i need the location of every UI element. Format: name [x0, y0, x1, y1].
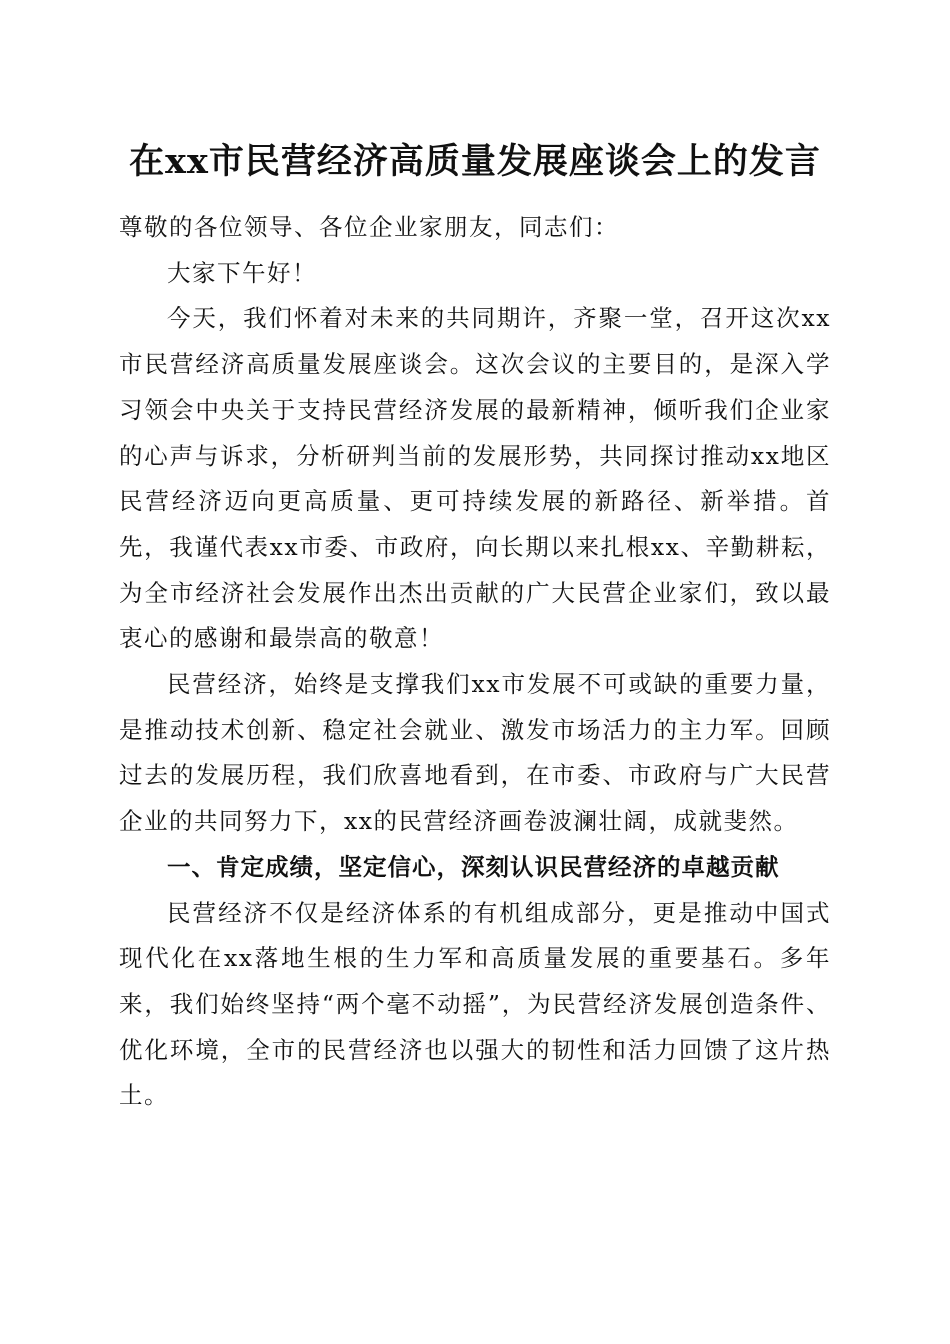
paragraph-private-economy: 民营经济，始终是支撑我们xx市发展不可或缺的重要力量，是推动技术创新、稳定社会就业、激发市场活力的主力军。回顾过去的发展历程，我们欣喜地看到，在市委、市政府与广大民营企业的共同努力下，xx的民营经济画卷波澜壮阔，成就斐然。: [119, 670, 831, 836]
section-heading: 一、肯定成绩，坚定信心，深刻认识民营经济的卓越贡献: [167, 852, 780, 881]
paragraph-intro: 今天，我们怀着对未来的共同期许，齐聚一堂，召开这次xx市民营经济高质量发展座谈会。这次会议的主要目的，是深入学习领会中央关于支持民营经济发展的最新精神，倾听我们企业家的心声与诉求，分析研判当前的发展形势，共同探讨推动xx地区民营经济迈向更高质量、更可持续发展的新路径、新举措。首先，我谨代表xx市委、市政府，向长期以来扎根xx、辛勤耕耘，为全市经济社会发展作出杰出贡献的广大民营企业家们，致以最衷心的感谢和最崇高的敬意！: [119, 304, 831, 653]
greeting: 大家下午好！: [167, 258, 317, 287]
document-body: [119, 205, 831, 1119]
salutation: 尊敬的各位领导、各位企业家朋友，同志们：: [119, 213, 619, 241]
document-title: 在xx市民营经济高质量发展座谈会上的发言: [129, 141, 821, 182]
section-paragraph: 民营经济不仅是经济体系的有机组成部分，更是推动中国式现代化在xx落地生根的生力军和高质量发展的重要基石。多年来，我们始终坚持“两个毫不动摇”，为民营经济发展创造条件、优化环境，全市的民营经济也以强大的韧性和活力回馈了这片热土。: [119, 898, 831, 1110]
